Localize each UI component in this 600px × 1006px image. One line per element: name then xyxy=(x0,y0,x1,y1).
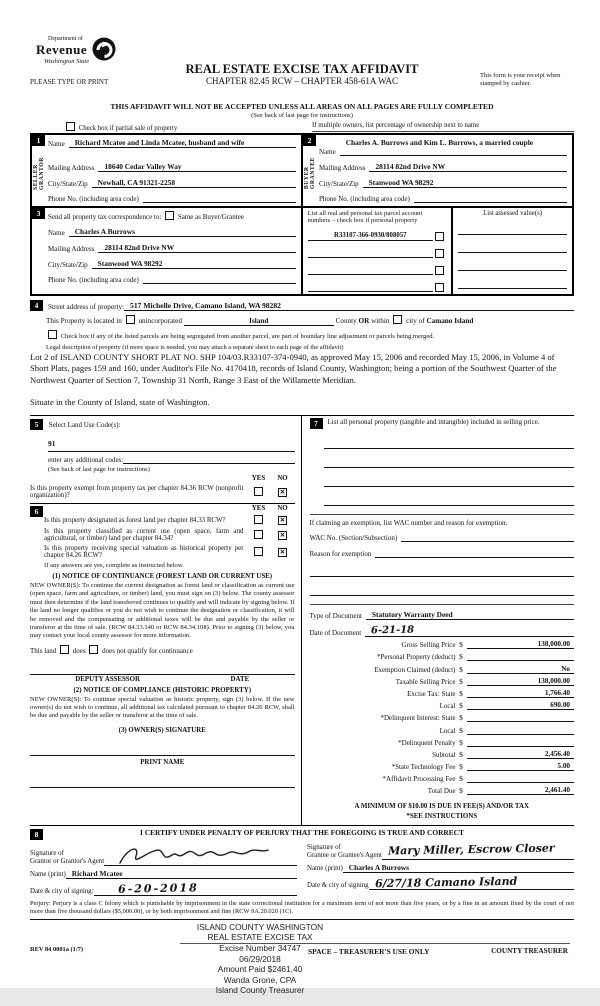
section-6 xyxy=(30,503,295,559)
minimum-note-2: *SEE INSTRUCTIONS xyxy=(406,812,478,820)
grantor-date-handwritten: 6-20-2018 xyxy=(117,881,199,896)
seller-csz-label: City/State/Zip xyxy=(48,180,88,188)
parcel-numbers-section xyxy=(303,208,454,294)
segregated-checkbox[interactable] xyxy=(48,330,57,339)
assessed-line-4[interactable] xyxy=(458,280,567,289)
form-rev-number: REV 84 0001a (1/7) xyxy=(30,945,83,953)
correspondence-section xyxy=(32,208,303,294)
corr-address-field[interactable] xyxy=(98,243,295,253)
city-checkbox[interactable] xyxy=(393,315,402,324)
legal-description-text: Lot 2 of ISLAND COUNTY SHORT PLAT NO. SHP 104/03.R33107-374-0940, as approved May 15, 2006 and recorded May 15, 2006, in Volume 4 of Short Plats, pages 159 and 160, under Auditor's File No. 4170418, records of Island County, Washington; being a portion of the Southwest Quarter of the Northwest Quarter of Section 7, Township 31 North, Range 3 East of the Willamette Meridian. xyxy=(30,352,557,385)
stamp-line-7: Island County Treasurer xyxy=(215,985,305,996)
delinquent-penalty-value[interactable] xyxy=(467,738,575,747)
does-checkbox[interactable] xyxy=(60,645,69,654)
corr-address-label: Mailing Address xyxy=(48,245,95,253)
assessed-line-1[interactable] xyxy=(458,226,567,235)
street-address-value: 517 Michelle Drive, Camano Island, WA 98282 xyxy=(130,301,281,310)
seller-phone-label: Phone No. (including area code) xyxy=(48,195,139,203)
buyer-name-field[interactable] xyxy=(340,138,567,156)
form-header xyxy=(30,36,574,102)
section-8-number: 8 xyxy=(30,829,43,840)
personal-property-line-4[interactable] xyxy=(324,496,575,506)
personal-property-line-1[interactable] xyxy=(324,439,575,449)
parties-box xyxy=(30,133,574,296)
grantor-date-field[interactable] xyxy=(94,882,297,896)
located-in-row xyxy=(46,315,574,326)
delinquent-interest-local-value[interactable] xyxy=(467,726,575,735)
personal-deduct-value[interactable] xyxy=(467,652,575,661)
personal-deduct-label: *Personal Property (deduct) xyxy=(376,653,456,662)
perjury-clause: Perjury: Perjury is a class C felony which is punishable by imprisonment in the state correctional institution for a maximum term of not more than five years, or by a fine in an amount fixed by the court of not more than five thousand dollars ($5,000.00), or by both imprisonment and fine (RCW 9A.20.020 (1C). xyxy=(30,900,574,920)
personal-property-line-2[interactable] xyxy=(324,458,575,468)
current-use-yes-checkbox[interactable] xyxy=(254,530,263,539)
grantee-signature-handwritten: Mary Miller, Escrow Closer xyxy=(387,841,555,858)
section-1-number: 1 xyxy=(32,135,45,146)
gross-price-label: Gross Selling Price xyxy=(401,641,456,650)
section-5-number: 5 xyxy=(30,419,43,430)
or-word: OR xyxy=(358,317,370,325)
corr-phone-label: Phone No. (including area code) xyxy=(48,276,139,284)
buyer-csz-field[interactable] xyxy=(363,178,567,188)
multiple-owners-note: If multiple owners, list percentage of ownership next to name xyxy=(312,122,574,132)
same-as-buyer-checkbox[interactable] xyxy=(165,211,174,220)
deputy-date-label: DATE xyxy=(230,675,250,683)
notice-continuance-title: (1) NOTICE OF CONTINUANCE (FOREST LAND OR CURRENT USE) xyxy=(52,573,273,581)
subtotal-value[interactable]: 2,456.40 xyxy=(467,750,575,759)
land-use-code-field[interactable] xyxy=(48,433,295,452)
historical-yes-checkbox[interactable] xyxy=(254,547,263,556)
seller-address-field[interactable] xyxy=(98,162,296,172)
page-footer xyxy=(30,920,574,1006)
type-or-print-label: PLEASE TYPE OR PRINT xyxy=(30,78,109,86)
buyer-phone-label: Phone No. (including area code) xyxy=(319,195,410,203)
grantee-date-field[interactable] xyxy=(369,876,574,890)
assessed-line-2[interactable] xyxy=(458,244,567,253)
notice-continuance-text: NEW OWNER(S): To continue the current designation as forest land or classification as current use (open space, farm and agriculture, or timber) land, you must sign on (3) below. The county assessor must then determine if the land transferred continues to qualify and will indicate by signing below. If the land no longer qualifies or you do not wish to continue the designation or classification, it will be removed and the compensating or additional taxes will be due and payable by the seller or transferor at the time of sale. (RCW 84.33.140 or RCW 84.34.108). Prior to signing (3) below, you may contact your local county assessor for more information. xyxy=(30,582,295,640)
see-back-note: (See back of last page for instructions) xyxy=(251,112,353,119)
processing-fee-label: *Affidavit Processing Fee xyxy=(382,775,456,784)
corr-name-value: Charles A Burrows xyxy=(74,227,135,236)
grantor-print-field[interactable] xyxy=(66,869,297,879)
grantee-print-value: Charles A Burrows xyxy=(348,863,410,873)
land-use-label: Select Land Use Code(s): xyxy=(48,421,121,430)
does-label: does xyxy=(72,646,86,655)
receipt-note: This form is your receipt when stamped by cashier. xyxy=(480,72,561,88)
historical-no-checkbox[interactable] xyxy=(278,548,287,557)
doc-date-handwritten: 6-21-18 xyxy=(371,624,415,637)
doc-type-value: Statutory Warranty Deed xyxy=(371,610,453,620)
assessed-values-section xyxy=(453,208,572,294)
processing-fee-value[interactable] xyxy=(467,774,575,783)
total-due-value[interactable]: 2,461.40 xyxy=(467,786,575,795)
this-land-label: This land xyxy=(30,646,57,655)
grantor-date-label: Date & city of signing: xyxy=(30,887,94,895)
section-2-number: 2 xyxy=(303,135,316,146)
forest-no-checkbox[interactable] xyxy=(278,516,287,525)
grantee-sig-label xyxy=(307,844,382,861)
forest-land-question: Is this property designated as forest land per chapter 84.33 RCW? xyxy=(44,516,226,524)
grantee-signature-block xyxy=(307,840,574,896)
seller-name-field[interactable] xyxy=(69,138,296,148)
parcel-line-4[interactable] xyxy=(308,283,434,292)
current-use-no-checkbox[interactable] xyxy=(278,531,287,540)
buyer-phone-field[interactable] xyxy=(414,194,567,203)
grantee-side-word: GRANTEE xyxy=(310,157,316,190)
checkbox-x-mark: ✕ xyxy=(279,488,286,496)
partial-sale-label: Check box if partial sale of property xyxy=(78,125,178,132)
county-field[interactable] xyxy=(184,317,334,326)
stamp-line-1: ISLAND COUNTY WASHINGTON xyxy=(196,921,324,932)
buyer-side-word: BUYER xyxy=(304,166,310,190)
assessed-header: List assessed value(s) xyxy=(483,210,542,217)
doc-type-field[interactable] xyxy=(366,610,574,620)
section-3-number: 3 xyxy=(32,208,45,219)
left-column xyxy=(30,416,302,825)
buyer-address-field[interactable] xyxy=(369,162,567,172)
seller-side-word: SELLER xyxy=(33,164,39,191)
land-use-code-value: 91 xyxy=(48,439,56,449)
grantor-signature-scribble xyxy=(114,843,274,869)
doc-type-label: Type of Document xyxy=(309,612,362,621)
buyer-name-value: Charles A. Burrows and Kim L. Burrows, a married couple xyxy=(345,138,534,147)
within-word: within xyxy=(371,317,390,325)
reason-label: Reason for exemption xyxy=(309,550,372,559)
grantor-signature-line[interactable] xyxy=(104,843,297,866)
exemption-deduct-label: Exemption Claimed (deduct) xyxy=(374,665,456,674)
seller-phone-field[interactable] xyxy=(143,194,296,203)
deputy-assessor-label: DEPUTY ASSESSOR xyxy=(75,675,140,683)
buyer-csz-label: City/State/Zip xyxy=(319,180,359,188)
tech-fee-label: *State Technology Fee xyxy=(391,763,456,772)
tech-fee-value[interactable]: 5.00 xyxy=(467,762,575,771)
seller-name-label: Name xyxy=(48,140,65,148)
excise-local-value[interactable]: 690.00 xyxy=(467,701,575,710)
parcel-header: List all real and personal tax parcel account numbers – check box if personal property xyxy=(307,210,423,224)
certify-statement: I CERTIFY UNDER PENALTY OF PERJURY THAT THE FOREGOING IS TRUE AND CORRECT xyxy=(140,828,464,838)
city-of-label: city of xyxy=(406,317,425,325)
stamp-line-6: Wanda Grone, CPA xyxy=(223,974,297,985)
partial-sale-row xyxy=(64,122,312,132)
top-row xyxy=(30,122,574,132)
form-title: REAL ESTATE EXCISE TAX AFFIDAVIT xyxy=(185,62,419,76)
historical-question: Is this property receiving special valuation as historical property per chapter 84.26 RCW? xyxy=(44,545,244,560)
seller-section xyxy=(32,135,303,206)
dollar-sign: $ xyxy=(459,737,463,747)
corr-csz-label: City/State/Zip xyxy=(48,261,88,269)
corr-address-value: 28114 82nd Drive NW xyxy=(104,243,175,252)
exemption-deduct-value[interactable]: No xyxy=(467,665,575,674)
buyer-grantee-side-label xyxy=(304,157,316,189)
buyer-address-label: Mailing Address xyxy=(319,164,366,172)
checkbox-x-mark: ✕ xyxy=(279,531,286,539)
wac-field[interactable] xyxy=(401,533,574,542)
segregated-label: Check box if any of the listed parcels are being segregated from another parcel, are part of boundary line adjustment or parcels being merged. xyxy=(60,333,435,340)
agency-dept-label: Department of xyxy=(48,36,83,42)
dollar-sign: $ xyxy=(459,762,463,772)
right-column xyxy=(302,416,575,825)
dollar-sign: $ xyxy=(459,701,463,711)
assessed-line-3[interactable] xyxy=(458,262,567,271)
warning-line: THIS AFFIDAVIT WILL NOT BE ACCEPTED UNLESS ALL AREAS ON ALL PAGES ARE FULLY COMPLETED xyxy=(110,102,494,111)
taxable-price-label: Taxable Selling Price xyxy=(395,677,456,686)
parcel-2-personal-checkbox[interactable] xyxy=(435,249,444,258)
yes-header-5: YES xyxy=(251,475,266,483)
dollar-sign: $ xyxy=(459,652,463,662)
seller-grantor-side-label xyxy=(33,157,45,190)
print-name-line[interactable] xyxy=(30,778,295,788)
grantor-sig-label-line2: Grantor or Grantor's Agent xyxy=(30,857,105,865)
street-address-field[interactable] xyxy=(124,301,574,311)
dollar-sign: $ xyxy=(459,664,463,674)
minimum-note-1: A MINIMUM OF $10.00 IS DUE IN FEE(S) AND/OR TAX xyxy=(354,803,529,811)
grantor-print-value: Richard Mcatee xyxy=(71,869,123,879)
stamp-line-3: Excise Number 34747 xyxy=(219,942,301,953)
dollar-sign: $ xyxy=(459,774,463,784)
current-use-question: Is this property classified as current use (open space, farm and agricultural, or timber) land per chapter 84.34? xyxy=(44,528,244,543)
unincorporated-checkbox[interactable] xyxy=(126,315,135,324)
seller-address-value: 18640 Cedar Valley Way xyxy=(104,162,182,171)
reason-line-3[interactable] xyxy=(310,586,575,596)
delinquent-penalty-label: *Delinquent Penalty xyxy=(398,738,456,747)
grantee-date-label: Date & city of signing xyxy=(307,881,369,889)
stamp-line-4: 06/29/2018 xyxy=(239,953,281,964)
grantor-sig-label-line1: Signature of xyxy=(30,849,64,857)
see-back-instructions: (See back of last page for instructions) xyxy=(48,466,150,474)
stamp-line-5: Amount Paid $2461.40 xyxy=(217,964,303,975)
parcel-line-2[interactable] xyxy=(308,249,434,258)
delinquent-interest-local-label: Local xyxy=(439,726,456,735)
excise-state-value[interactable]: 1,766.40 xyxy=(467,689,575,698)
does-not-label: does not qualify for continuance xyxy=(102,646,193,655)
print-name-label: PRINT NAME xyxy=(140,758,185,766)
seller-address-label: Mailing Address xyxy=(48,164,95,172)
dollar-sign: $ xyxy=(459,786,463,796)
city-value: Camano Island xyxy=(426,317,474,325)
does-not-checkbox[interactable] xyxy=(89,645,98,654)
personal-property-line-3[interactable] xyxy=(324,477,575,487)
yes-header-6: YES xyxy=(251,505,266,513)
forest-yes-checkbox[interactable] xyxy=(254,515,263,524)
stamp-line-2: REAL ESTATE EXCISE TAX xyxy=(207,932,313,943)
no-header-6: NO xyxy=(277,505,288,513)
dollar-sign: $ xyxy=(459,713,463,723)
wac-label: WAC No. (Section/Subsection) xyxy=(309,534,398,543)
reason-field[interactable] xyxy=(375,549,574,558)
situate-line: Situate in the County of Island, state of Washington. xyxy=(30,397,210,408)
parcel-3-personal-checkbox[interactable] xyxy=(435,266,444,275)
grantor-side-word: GRANTOR xyxy=(39,157,45,191)
parcel-1-personal-checkbox[interactable] xyxy=(435,232,444,241)
legal-description-label: Legal description of property (if more space is needed, you may attach a separate sheet to each page of the affidavit) xyxy=(46,344,344,351)
dor-logo xyxy=(36,36,117,65)
grantor-signature-block xyxy=(30,840,307,896)
corr-csz-value: Stanwood WA 98292 xyxy=(97,259,163,268)
no-header-5: NO xyxy=(277,475,288,483)
county-word: County xyxy=(335,317,357,325)
checkbox-x-mark: ✕ xyxy=(279,516,286,524)
dollar-sign: $ xyxy=(459,725,463,735)
subtotal-label: Subtotal xyxy=(432,750,456,759)
buyer-csz-value: Stanwood WA 98292 xyxy=(368,178,434,187)
agency-name: Revenue xyxy=(36,42,88,57)
dollar-sign: $ xyxy=(459,688,463,698)
grantee-date-handwritten: 6/27/18 Camano Island xyxy=(374,874,518,891)
county-treasurer-label: COUNTY TREASURER xyxy=(491,946,568,955)
exempt-yes-checkbox[interactable] xyxy=(254,487,263,496)
corr-phone-field[interactable] xyxy=(143,275,296,284)
total-due-label: Total Due xyxy=(427,787,456,796)
revenue-swirl-icon xyxy=(91,36,117,62)
send-correspondence-label: Send all property tax correspondence to: xyxy=(48,213,162,221)
corr-name-field[interactable] xyxy=(69,227,296,237)
exempt-no-checkbox[interactable] xyxy=(278,488,287,497)
exempt-question: Is this property exempt from property tax per chapter 84.36 RCW (nonprofit organization)? xyxy=(30,485,244,500)
partial-sale-checkbox[interactable] xyxy=(66,122,75,131)
section-7-number: 7 xyxy=(310,418,323,429)
grantee-sig-label-line2: Grantee or Grantee's Agent xyxy=(307,851,382,859)
dollar-sign: $ xyxy=(459,676,463,686)
treasurer-stamp xyxy=(150,922,370,996)
buyer-name-label: Name xyxy=(319,148,336,156)
personal-property-label: List all personal property (tangible and intangible) included in selling price. xyxy=(327,418,540,427)
certification-section xyxy=(30,825,574,896)
notice-compliance-text: NEW OWNER(S): To continue special valuation as historic property, sign (3) below. If the new owner(s) do not wish to continue, all additional tax calculated pursuant to chapter 84.26 RCW, shall be due and payable by the seller or transferor at the time of sale. xyxy=(30,695,295,720)
excise-local-label: Local xyxy=(439,702,456,711)
section-6-number: 6 xyxy=(30,506,43,517)
buyer-section xyxy=(303,135,572,206)
seller-name-value: Richard Mcatee and Linda Mcatee, husband and wife xyxy=(74,138,245,147)
buyer-address-value: 28114 82nd Drive NW xyxy=(375,162,446,171)
grantor-sig-label xyxy=(30,850,104,867)
seller-csz-value: Newhall, CA 91321-2258 xyxy=(97,178,176,187)
property-section xyxy=(30,300,574,407)
agency-state: Washington State xyxy=(44,58,90,65)
corr-csz-field[interactable] xyxy=(92,259,296,269)
parcel-line-3[interactable] xyxy=(308,266,434,275)
seller-csz-field[interactable] xyxy=(92,178,296,188)
owners-signature-label: (3) OWNER(S) SIGNATURE xyxy=(118,726,206,734)
grantee-print-field[interactable] xyxy=(343,863,574,873)
if-yes-note: If any answers are yes, complete as instructed below. xyxy=(44,562,184,570)
grantee-print-label: Name (print) xyxy=(307,864,343,872)
grantor-print-label: Name (print) xyxy=(30,870,66,878)
doc-date-field[interactable] xyxy=(365,625,574,637)
delinquent-interest-state-label: *Delinquent Interest: State xyxy=(380,714,456,723)
dollar-sign: $ xyxy=(459,749,463,759)
county-value: Island xyxy=(249,317,269,325)
grantee-sig-label-line1: Signature of xyxy=(307,843,341,851)
reason-line-2[interactable] xyxy=(310,567,575,577)
checkbox-x-mark: ✕ xyxy=(279,548,286,556)
deputy-assessor-line[interactable] xyxy=(30,665,295,675)
owners-signature-line[interactable] xyxy=(30,746,295,756)
section-4-number: 4 xyxy=(30,300,43,311)
gross-price-value[interactable]: 138,000.00 xyxy=(467,640,575,649)
notice-compliance-title: (2) NOTICE OF COMPLIANCE (HISTORIC PROPERTY) xyxy=(73,686,252,694)
located-prefix: This Property is located in xyxy=(46,317,122,325)
street-address-label: Street address of property: xyxy=(48,303,125,311)
same-as-buyer-label: Same as Buyer/Grantee xyxy=(177,213,244,221)
dollar-sign: $ xyxy=(459,640,463,650)
doc-date-label: Date of Document xyxy=(309,629,362,638)
delinquent-interest-state-value[interactable] xyxy=(467,713,575,722)
unincorporated-label: unincorporated xyxy=(138,317,182,325)
form-subtitle: CHAPTER 82.45 RCW – CHAPTER 458-61A WAC xyxy=(206,76,398,86)
parcel-line-1[interactable]: R33107-366-0930/808057 xyxy=(308,232,434,241)
taxable-price-value[interactable]: 138,000.00 xyxy=(467,677,575,686)
additional-codes-label: enter any additional codes: xyxy=(48,456,124,465)
treasurer-divider xyxy=(180,943,570,944)
exemption-intro: If claiming an exemption, list WAC number and reason for exemption: xyxy=(310,514,575,527)
excise-state-label: Excise Tax: State xyxy=(407,689,456,698)
additional-codes-field[interactable] xyxy=(123,455,294,464)
segregated-row xyxy=(46,330,574,340)
corr-name-label: Name xyxy=(48,229,65,237)
treasurer-use-label: SPACE – TREASURER'S USE ONLY xyxy=(308,946,430,956)
parcel-4-personal-checkbox[interactable] xyxy=(435,283,444,292)
lower-columns xyxy=(30,415,574,825)
grantee-signature-line[interactable] xyxy=(382,843,574,860)
